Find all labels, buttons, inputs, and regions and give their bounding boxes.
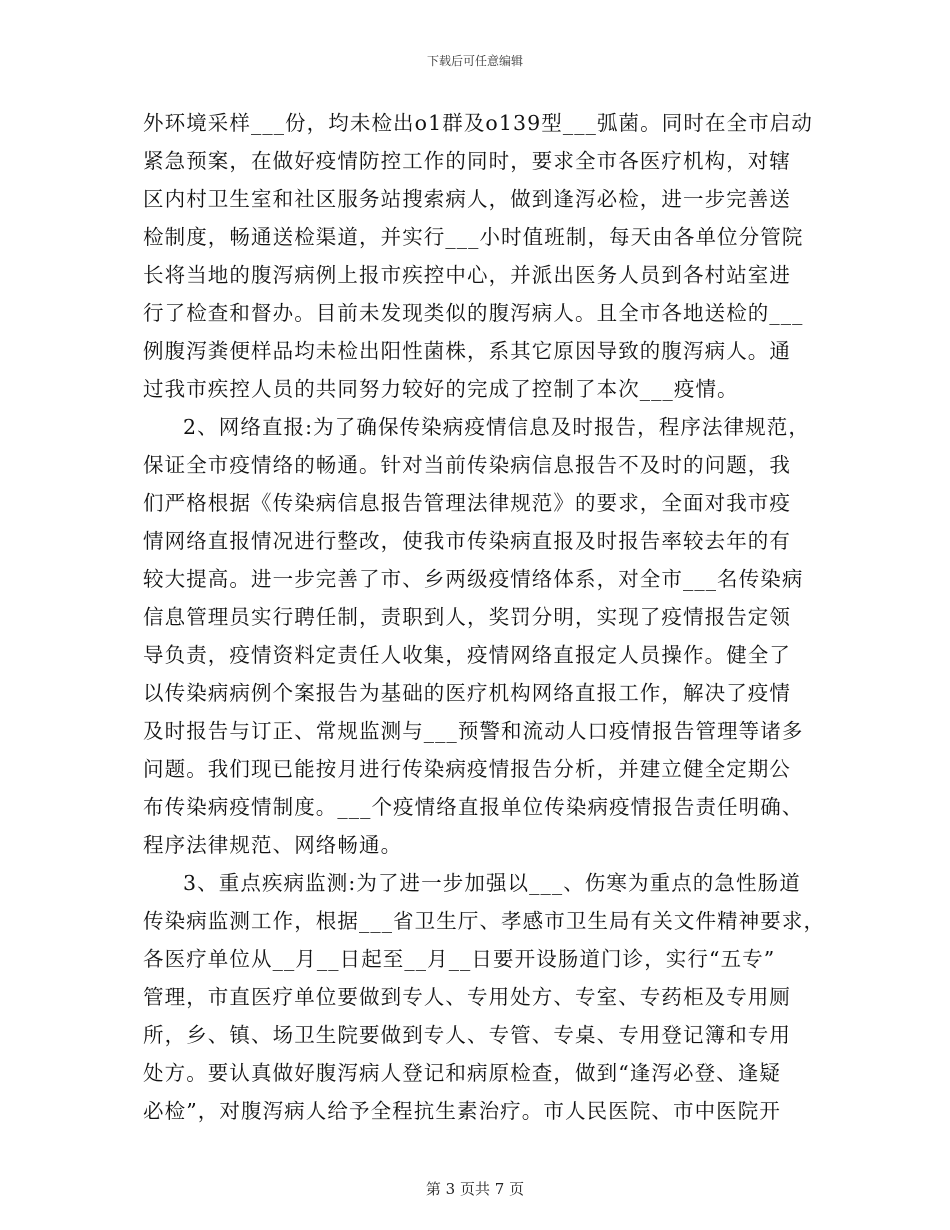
text-line: 必检”，对腹泻病人给予全程抗生素治疗。市人民医院、市中医院开 (143, 1099, 781, 1123)
text-line: 处方。要认真做好腹泻病人登记和病原检查，做到“逢泻必登、逢疑 (143, 1061, 781, 1085)
text-line: 紧急预案，在做好疫情防控工作的同时，要求全市各医疗机构，对辖 (143, 149, 791, 173)
text-line: 较大提高。进一步完善了市、乡两级疫情络体系，对全市___名传染病 (143, 567, 804, 591)
text-line: 2、网络直报:为了确保传染病疫情信息及时报告，程序法律规范， (183, 415, 810, 439)
text-line: 及时报告与订正、常规监测与___预警和流动人口疫情报告管理等诸多 (143, 719, 804, 743)
text-line: 导负责，疫情资料定责任人收集，疫情网络直报定人员操作。健全了 (143, 643, 791, 667)
document-body (143, 104, 826, 1130)
text-line: 管理，市直医疗单位要做到专人、专用处方、专室、专药柜及专用厕 (143, 985, 791, 1009)
text-line: 们严格根据《传染病信息报告管理法律规范》的要求，全面对我市疫 (143, 491, 791, 515)
text-line: 各医疗单位从__月__日起至__月__日要开设肠道门诊，实行“五专” (143, 947, 776, 971)
page-header-note: 下载后可任意编辑 (426, 54, 523, 68)
text-line: 例腹泻粪便样品均未检出阳性菌株，系其它原因导致的腹泻病人。通 (143, 339, 791, 363)
text-line: 程序法律规范、网络畅通。 (143, 833, 403, 857)
text-line: 布传染病疫情制度。___个疫情络直报单位传染病疫情报告责任明确、 (143, 795, 804, 819)
text-line: 过我市疾控人员的共同努力较好的完成了控制了本次___疫情。 (143, 377, 739, 401)
text-line: 外环境采样___份，均未检出o1群及o139型___弧菌。同时在全市启动 (143, 111, 813, 135)
page-number: 第 3 页共 7 页 (425, 1180, 525, 1198)
text-line: 区内村卫生室和社区服务站搜索病人，做到逢泻必检，进一步完善送 (143, 187, 791, 211)
text-line: 所，乡、镇、场卫生院要做到专人、专管、专桌、专用登记簿和专用 (143, 1023, 791, 1047)
text-line: 以传染病病例个案报告为基础的医疗机构网络直报工作，解决了疫情 (143, 681, 791, 705)
text-line: 检制度，畅通送检渠道，并实行___小时值班制，每天由各单位分管院 (143, 225, 804, 249)
text-line: 问题。我们现已能按月进行传染病疫情报告分析，并建立健全定期公 (143, 757, 791, 781)
text-line: 行了检查和督办。目前未发现类似的腹泻病人。且全市各地送检的___ (143, 301, 804, 325)
text-line: 信息管理员实行聘任制，责职到人，奖罚分明，实现了疫情报告定领 (143, 605, 791, 629)
text-line: 情网络直报情况进行整改，使我市传染病直报及时报告率较去年的有 (143, 529, 791, 553)
text-line: 长将当地的腹泻病例上报市疾控中心，并派出医务人员到各村站室进 (143, 263, 791, 287)
text-line: 传染病监测工作，根据___省卫生厅、孝感市卫生局有关文件精神要求， (143, 909, 826, 933)
text-line: 3、重点疾病监测:为了进一步加强以___、伤寒为重点的急性肠道 (183, 871, 801, 895)
text-line: 保证全市疫情络的畅通。针对当前传染病信息报告不及时的问题，我 (143, 453, 791, 477)
